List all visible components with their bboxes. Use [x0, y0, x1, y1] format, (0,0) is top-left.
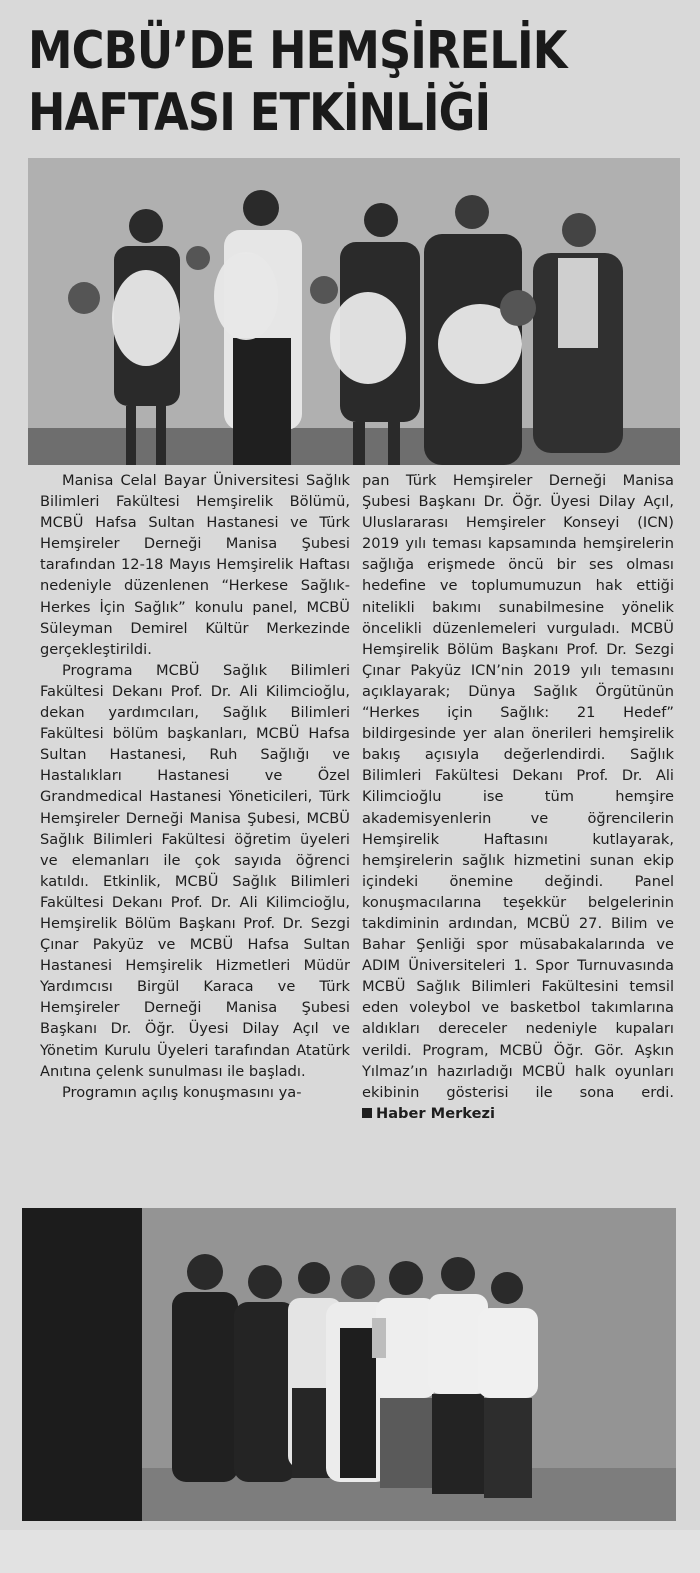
headline	[28, 20, 596, 144]
paragraph-4-text: pan Türk Hemşireler Derneği Manisa Şubesi Başkanı Dr. Öğr. Üyesi Dilay Açıl, Uluslararası Hemşireler Konseyi (ICN) 2019 yılı teması kapsamında hemşirelerin sağlığa erişmede öncü bir ses olması hedefine ve toplumumuzun hak ettiği nitelikli bakımı sunabilmesine yönelik öncelikli düzenlemeleri vurguladı. MCBÜ Hemşirelik Bölüm Başkanı Prof. Dr. Sezgi Çınar Pakyüz ICN’nin 2019 yılı temasını açıklayarak; Dünya Sağlık Örgütünün “Herkes için Sağlık: 21 Hedef” bildirgesinde yer alan önerileri hemşirelik bakış açısıyla değerlendirdi. Sağlık Bilimleri Fakültesi Dekanı Prof. Dr. Ali Kilimcioğlu ise tüm hemşire akademisyenlerin ve öğrencilerin Hemşirelik Haftasını kutlayarak, hemşirelerin sağlık hizmetini sunan ekip içindeki önemine değindi. Panel konuşmacılarına teşekkür belgelerinin takdiminin ardından, MCBÜ 27. Bilim ve Bahar Şenliği spor müsabakalarında ve ADIM Üniversiteleri 1. Spor Turnuvasında MCBÜ Sağlık Bilimleri Fakültesini temsil eden voleybol ve basketbol takımlarına aldıkları dereceler nedeniyle kupaları verildi. Program, MCBÜ Öğr. Gör. Aşkın Yılmaz’ın hazırladığı MCBÜ halk oyunları ekibinin gösterisi ile sona erdi.	[362, 472, 674, 1101]
headline-line-1: MCBÜ’DE HEMŞİRELİK	[28, 21, 567, 81]
award-ceremony-photo	[28, 158, 680, 465]
byline	[362, 1105, 495, 1122]
article-column-2	[362, 470, 674, 1124]
headline-line-2: HAFTASI ETKİNLİĞİ	[28, 83, 491, 143]
byline-text: Haber Merkezi	[376, 1104, 496, 1122]
square-bullet-icon	[362, 1108, 372, 1118]
paragraph-3: Programın açılış konuşmasını ya-	[62, 1083, 302, 1101]
paragraph-2: Programa MCBÜ Sağlık Bilimleri Fakültesi Dekanı Prof. Dr. Ali Kilimcioğlu, dekan yardımcıları, Sağlık Bilimleri Fakültesi bölüm başkanları, MCBÜ Hafsa Sultan Hastanesi, Ruh Sağlığı ve Hastalıkları Hastanesi ve Özel Grandmedical Hastanesi Yöneticileri, Türk Hemşireler Derneği Manisa Şubesi, MCBÜ Sağlık Bilimleri Fakültesi öğretim üyeleri ve elemanları ile çok sayıda öğrenci katıldı. Etkinlik, MCBÜ Sağlık Bilimleri Fakültesi Dekanı Prof. Dr. Ali Kilimcioğlu, Hemşirelik Bölüm Başkanı Prof. Dr. Sezgi Çınar Pakyüz ve MCBÜ Hafsa Sultan Hastanesi Hemşirelik Hizmetleri Müdür Yardımcısı Birgül Karaca ve Türk Hemşireler Derneği Manisa Şubesi Başkanı Dr. Öğr. Üyesi Dilay Açıl ve Yönetim Kurulu Üyeleri tarafından Atatürk Anıtına çelenk sunulması ile başladı.	[40, 661, 350, 1080]
paragraph-1: Manisa Celal Bayar Üniversitesi Sağlık Bilimleri Fakültesi Hemşirelik Bölümü, MCBÜ Hafsa Sultan Hastanesi ve Türk Hemşireler Derneği Manisa Şubesi tarafından 12-18 Mayıs Hemşirelik Haftası nedeniyle düzenlenen “Herkese Sağlık-Herkes İçin Sağlık” konulu panel, MCBÜ Süleyman Demirel Kültür Merkezinde gerçekleştirildi.	[40, 472, 350, 658]
student-team-photo	[22, 1208, 676, 1521]
article-column-1	[40, 470, 350, 1103]
paragraph-4	[362, 470, 674, 1124]
page-margin	[0, 1530, 700, 1573]
